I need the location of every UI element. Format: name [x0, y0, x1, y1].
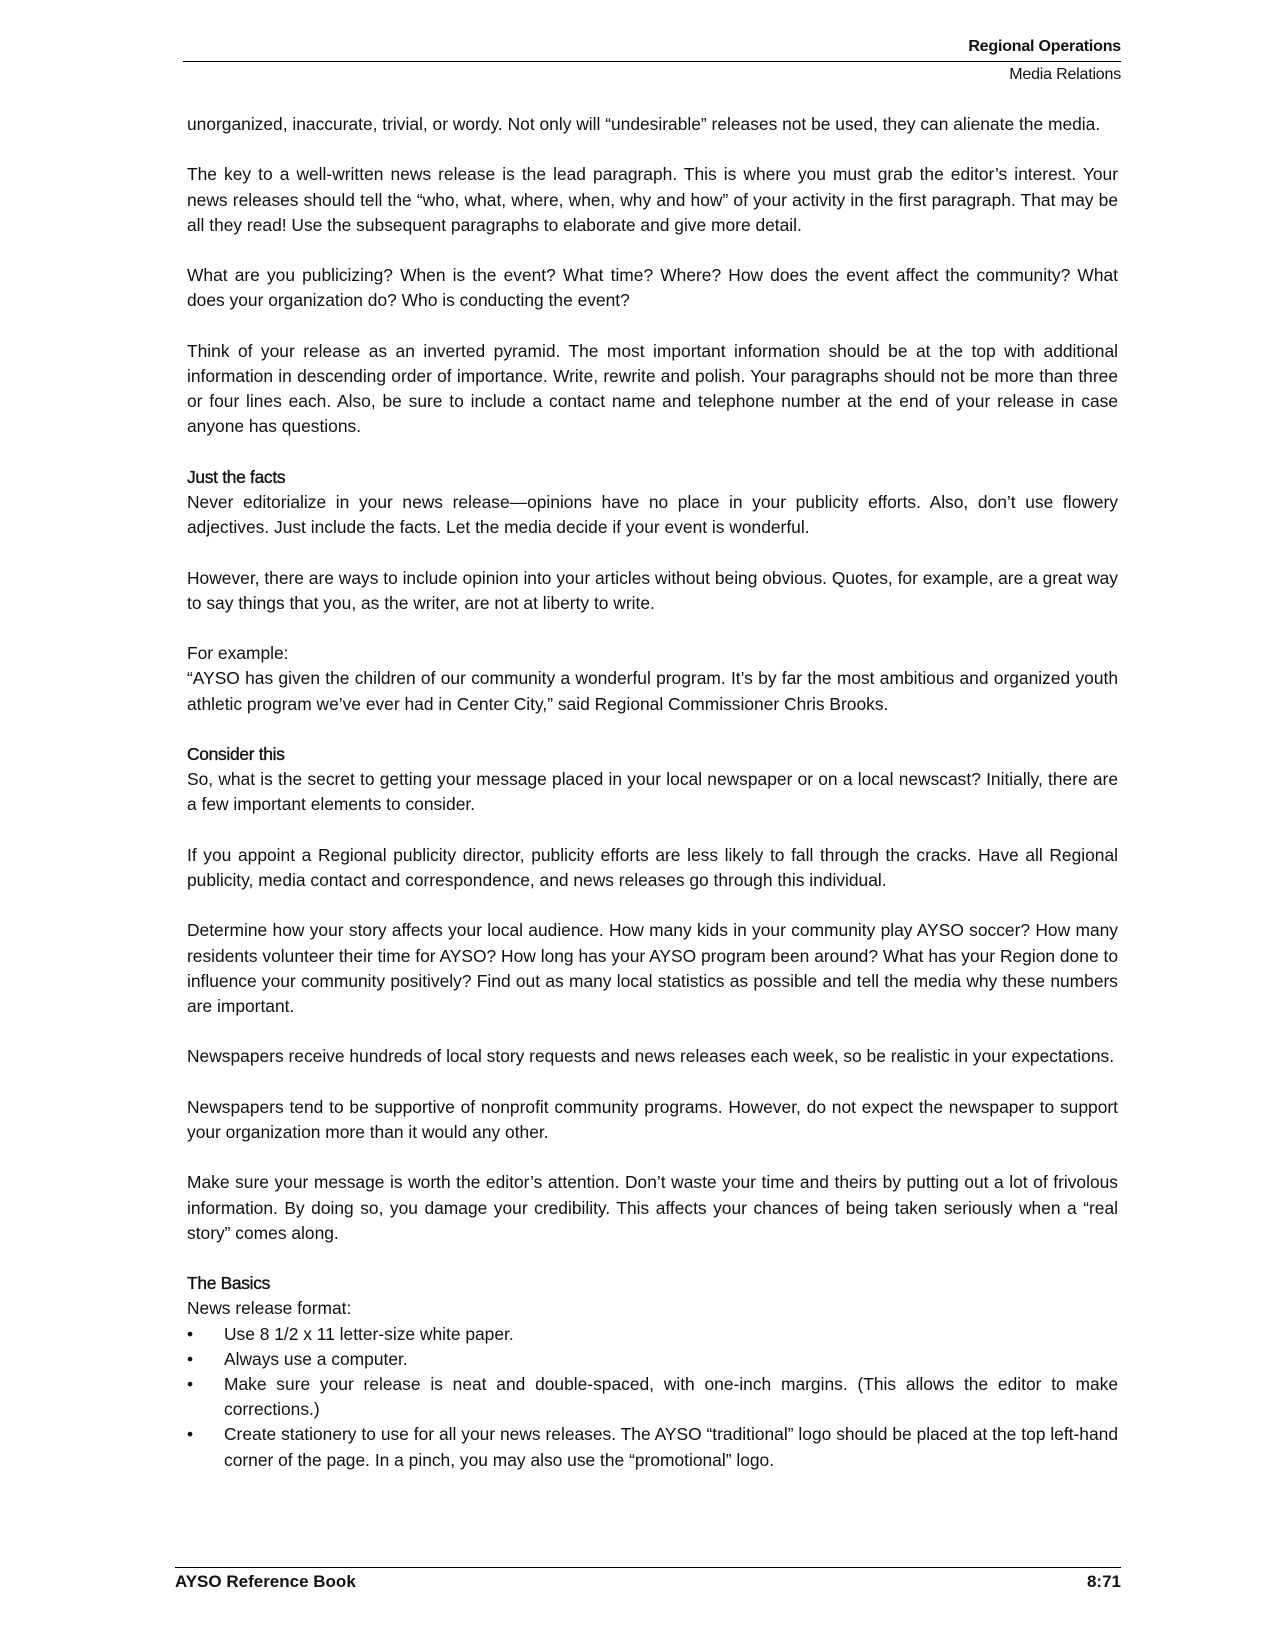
list-item	[187, 1372, 1118, 1422]
list-item	[187, 1322, 1118, 1347]
body-paragraph: If you appoint a Regional publicity director, publicity efforts are less likely to fall through the cracks. Have all Regional publicity, media contact and correspondence, and news releases go through this individual.	[187, 844, 1118, 890]
example-label: For example:	[187, 643, 289, 664]
body-paragraph: unorganized, inaccurate, trivial, or wordy. Not only will “undesirable” releases not be used, they can alienate the media.	[187, 114, 1101, 134]
list-item-text: Make sure your release is neat and double-spaced, with one-inch margins. (This allows the editor to make corrections.)	[224, 1373, 1118, 1420]
list-item	[187, 1422, 1118, 1472]
bullet-icon: •	[187, 1348, 194, 1369]
body-paragraph: Newspapers receive hundreds of local story requests and news releases each week, so be realistic in your expectations.	[187, 1046, 1115, 1067]
list-item-text: Always use a computer.	[224, 1348, 408, 1369]
footer-page-number: 8:71	[1086, 1572, 1121, 1591]
list-item-text: Create stationery to use for all your news releases. The AYSO “traditional” logo should be placed at the top left-hand corner of the page. In a pinch, you may also use the “promotional” logo.	[224, 1424, 1118, 1470]
header-rule	[183, 61, 1121, 62]
body-paragraph: Determine how your story affects your local audience. How many kids in your community play AYSO soccer? How many residents volunteer their time for AYSO? How long has your AYSO program been around? What has your Region done to influence your community positively? Find out as many local statistics as possible and tell the media why these numbers are important.	[187, 920, 1118, 1016]
footer-rule	[175, 1567, 1121, 1568]
section-heading-just-the-facts: Just the facts	[187, 466, 286, 487]
footer-book-title: AYSO Reference Book	[175, 1572, 356, 1591]
list-item	[187, 1347, 1118, 1372]
body-paragraph: Make sure your message is worth the editor’s attention. Don’t waste your time and theirs by putting out a lot of frivolous information. By doing so, you damage your credibility. This affects your chances of being taken seriously when a “real story” comes along.	[187, 1172, 1118, 1243]
page-header	[183, 36, 1121, 98]
body-paragraph: Never editorialize in your news release—opinions have no place in your publicity efforts. Also, don’t use flowery adjectives. Just include the facts. Let the media decide if your event is wonderful.	[187, 491, 1118, 538]
body-paragraph: What are you publicizing? When is the event? What time? Where? How does the event affect the community? What does your organization do? Who is conducting the event?	[187, 265, 1118, 311]
header-subtitle: Media Relations	[1009, 66, 1121, 83]
list-item-text: Use 8 1/2 x 11 letter-size white paper.	[224, 1323, 514, 1344]
bullet-icon: •	[187, 1424, 194, 1445]
section-heading-consider-this: Consider this	[187, 743, 285, 764]
format-intro: News release format:	[187, 1298, 352, 1319]
bullet-icon: •	[187, 1323, 194, 1344]
body-paragraph: Think of your release as an inverted pyramid. The most important information should be at the top with additional information in descending order of importance. Write, rewrite and polish. Your paragraphs should not be more than three or four lines each. Also, be sure to include a contact name and telephone number at the end of your release in case anyone has questions.	[187, 340, 1118, 437]
example-quote: “AYSO has given the children of our community a wonderful program. It’s by far the most ambitious and organized youth athletic program we’ve ever had in Center City,” said Regional Commissioner Chris Brooks.	[187, 668, 1118, 714]
page-body	[187, 112, 1118, 1473]
header-title: Regional Operations	[968, 38, 1121, 55]
page-footer	[175, 1567, 1121, 1597]
body-paragraph: So, what is the secret to getting your message placed in your local newspaper or on a local newscast? Initially, there are a few important elements to consider.	[187, 769, 1118, 815]
format-list	[187, 1322, 1118, 1473]
body-paragraph: However, there are ways to include opinion into your articles without being obvious. Quotes, for example, are a great way to say things that you, as the writer, are not at liberty to write.	[187, 567, 1118, 613]
bullet-icon: •	[187, 1373, 194, 1394]
body-paragraph: The key to a well-written news release is the lead paragraph. This is where you must grab the editor’s interest. Your news releases should tell the “who, what, where, when, why and how” of your activity in the first paragraph. That may be all they read! Use the subsequent paragraphs to elaborate and give more detail.	[187, 164, 1118, 235]
section-heading-the-basics: The Basics	[187, 1273, 271, 1294]
body-paragraph: Newspapers tend to be supportive of nonprofit community programs. However, do not expect the newspaper to support your organization more than it would any other.	[187, 1096, 1118, 1142]
